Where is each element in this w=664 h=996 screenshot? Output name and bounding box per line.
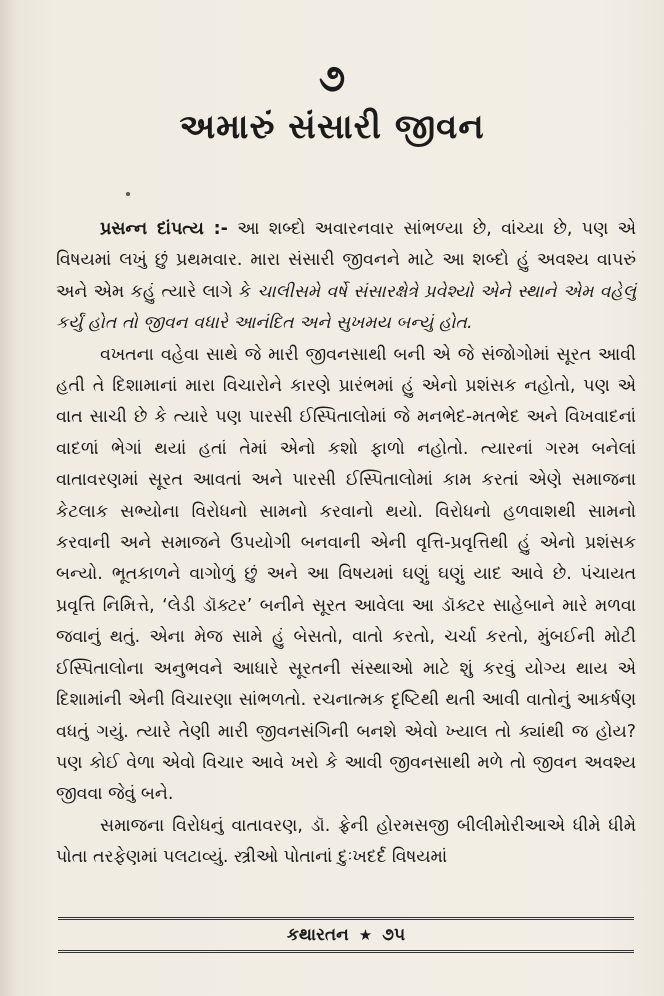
chapter-title: અમારું સંસારી જીવન [179, 107, 485, 147]
paragraph-1-text: આ શબ્દો અવારનવાર સાંભળ્યા છે, વાંચ્યા છે, પણ એ વિષયમાં લખું છું પ્રથમવાર. મારા સંસારી જીવનને માટે આ શબ્દો હું અવશ્ય વાપરું અને એમ કહું ત્યારે લાગે કે [56, 219, 636, 302]
chapter-body [56, 214, 636, 874]
print-speck [126, 192, 130, 196]
paragraph-1-italic: ચાલીસમે વર્ષે સંસારક્ષેત્રે પ્રવેશ્યો એને સ્થાને એમ વહેલું કર્યું હોત તો જીવન વધારે આનંદિત અને સુખમય બન્યું હોત. [56, 281, 636, 334]
page-number: ૭૫ [382, 925, 406, 945]
paragraph-lead: પ્રસન્ન દાંપત્ય :- [100, 219, 228, 239]
page-footer [58, 917, 634, 953]
paragraph-3: સમાજના વિરોધનું વાતાવરણ, ડૉ. ફ્રેની હોરમસજી બીલીમોરીઆએ ધીમે ધીમે પોતા તરફેણમાં પલટાવ્યું. સ્ત્રીઓ પોતાનાં દુઃખદર્દ વિષયમાં [56, 815, 636, 868]
paragraph-2: વખતના વહેવા સાથે જે મારી જીવનસાથી બની એ જે સંજોગોમાં સૂરત આવી હતી તે દિશામાનાં મારા વિચારોને કારણે પ્રારંભમાં હું એનો પ્રશંસક નહોતો, પણ એ વાત સાચી છે કે ત્યારે પણ પારસી ઈસ્પિતાલોમાં જે મનભેદ-મતભેદ અને વિખવાદનાં વાદળાં ભેગાં થયાં હતાં તેમાં એનો કશો ફાળો નહોતો. ત્યારનાં ગરમ બનેલાં વાતાવરણમાં સૂરત આવતાં અને પારસી ઈસ્પિતાલોમાં કામ કરતાં એણે સમાજના કેટલાક સભ્યોના વિરોધનો સામનો કરવાનો થયો. વિરોધનો હળવાશથી સામનો કરવાની અને સમાજને ઉપયોગી બનવાની એની વૃત્તિ-પ્રવૃત્તિથી હું એનો પ્રશંસક બન્યો. ભૂતકાળને વાગોળું છું અને આ વિષયમાં ઘણું ઘણું યાદ આવે છે. પંચાયત પ્રવૃત્તિ નિમિત્તે, ‘લેડી ડૉક્ટર’ બનીને સૂરત આવેલા આ ડૉક્ટર સાહેબાને મારે મળવા જવાનું થતું. એના મેજ સામે હું બેસતો, વાતો કરતો, ચર્ચા કરતો, મુંબઈની મોટી ઈસ્પિતાલોના અનુભવને આધારે સૂરતની સંસ્થાઓ માટે શું કરવું યોગ્ય થાય એ દિશામાંની એની વિચારણા સાંભળતો. રચનાત્મક દૃષ્ટિથી થતી આવી વાતોનું આકર્ષણ વધતું ગયું. ત્યારે તેણી મારી જીવનસંગિની બનશે એવો ખ્યાલ તો ક્યાંથી જ હોય? પણ કોઈ વેળા એવો વિચાર આવે ખરો કે આવી જીવનસાથી મળે તો જીવન અવશ્ય જીવવા જેવું બને. [56, 344, 636, 805]
star-icon: ★ [358, 926, 373, 944]
footer-book-title: કથારતન [286, 925, 349, 945]
paragraph-1 [56, 214, 636, 340]
chapter-number: ૭ [318, 56, 346, 100]
